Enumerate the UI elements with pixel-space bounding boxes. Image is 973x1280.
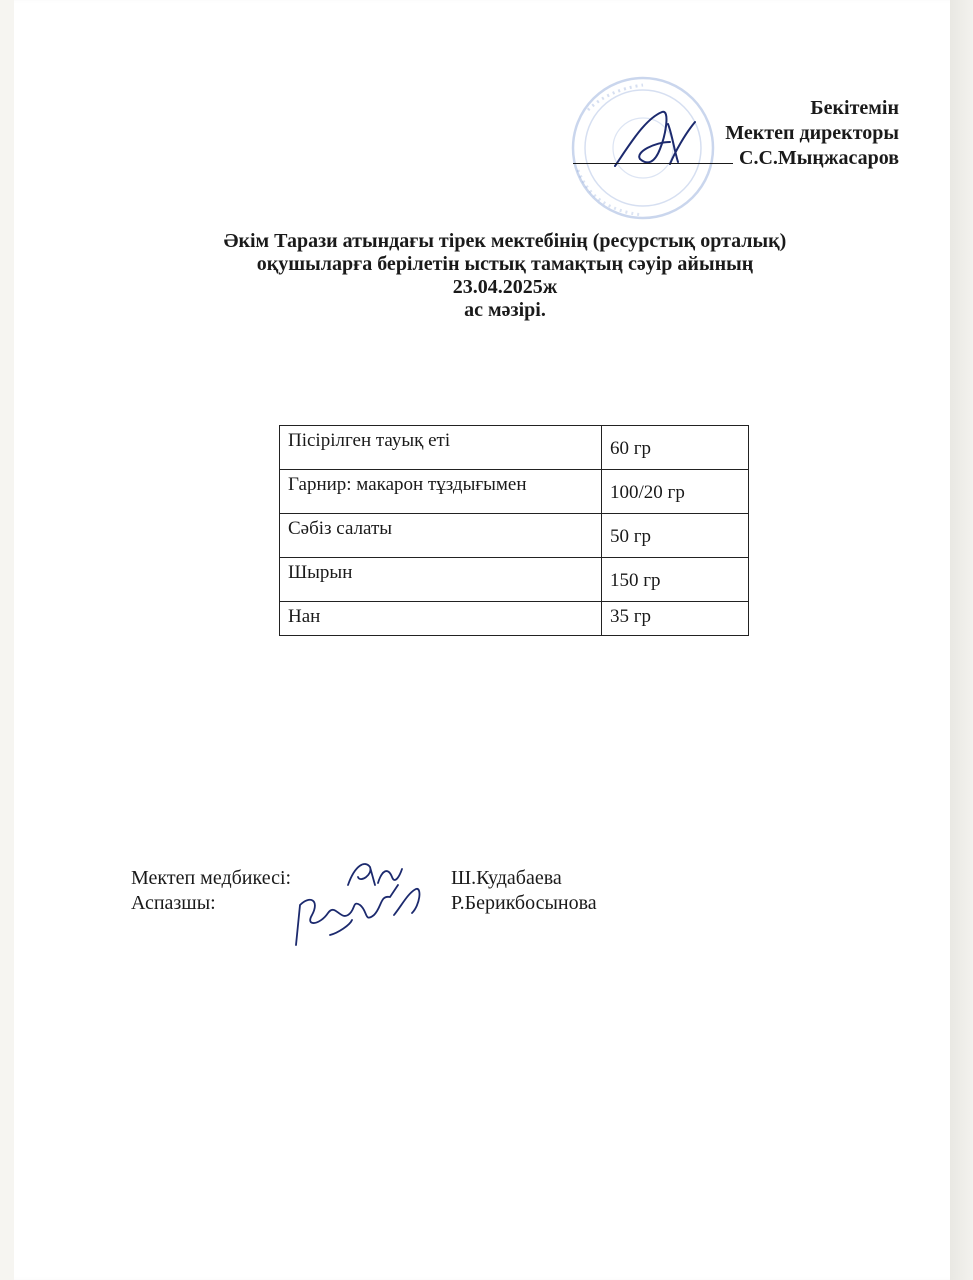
signer-role: Мектеп медбикесі: <box>131 867 292 889</box>
menu-amount-cell: 150 гр <box>602 558 749 602</box>
menu-amount-cell: 100/20 гр <box>602 470 749 514</box>
menu-amount-cell: 35 гр <box>602 602 749 636</box>
menu-item-cell: Шырын <box>280 558 602 602</box>
document-title <box>160 230 850 322</box>
menu-item-cell: Гарнир: макарон тұздығымен <box>280 470 602 514</box>
director-name: С.С.Мыңжасаров <box>739 147 899 169</box>
title-line-4: ас мәзірі. <box>464 299 546 321</box>
title-line-1: Әкім Тарази атындағы тірек мектебінің (ресурстық орталық) <box>223 230 787 252</box>
table-row <box>280 514 749 558</box>
menu-amount-cell: 50 гр <box>602 514 749 558</box>
menu-table <box>279 425 749 636</box>
signer-name: Р.Берикбосынова <box>451 892 597 914</box>
approval-heading: Бекітемін <box>810 97 899 119</box>
approval-block <box>573 96 899 171</box>
table-row <box>280 426 749 470</box>
signer-name: Ш.Кудабаева <box>451 867 562 889</box>
table-row <box>280 470 749 514</box>
title-line-2: оқушыларға берілетін ыстық тамақтың сәуір айының <box>256 253 754 275</box>
approval-position: Мектеп директоры <box>725 122 899 144</box>
signature-underline <box>573 147 733 164</box>
table-row <box>280 558 749 602</box>
page-edge-shadow <box>950 0 973 1280</box>
menu-amount-cell: 60 гр <box>602 426 749 470</box>
menu-item-cell: Нан <box>280 602 602 636</box>
menu-item-cell: Сәбіз салаты <box>280 514 602 558</box>
menu-item-cell: Пісірілген тауық еті <box>280 426 602 470</box>
title-date: 23.04.2025ж <box>452 276 558 298</box>
table-row <box>280 602 749 636</box>
cook-signature <box>290 875 440 955</box>
signer-role: Аспазшы: <box>131 892 216 914</box>
document-page <box>14 0 959 1280</box>
approval-signature-line <box>573 146 899 171</box>
